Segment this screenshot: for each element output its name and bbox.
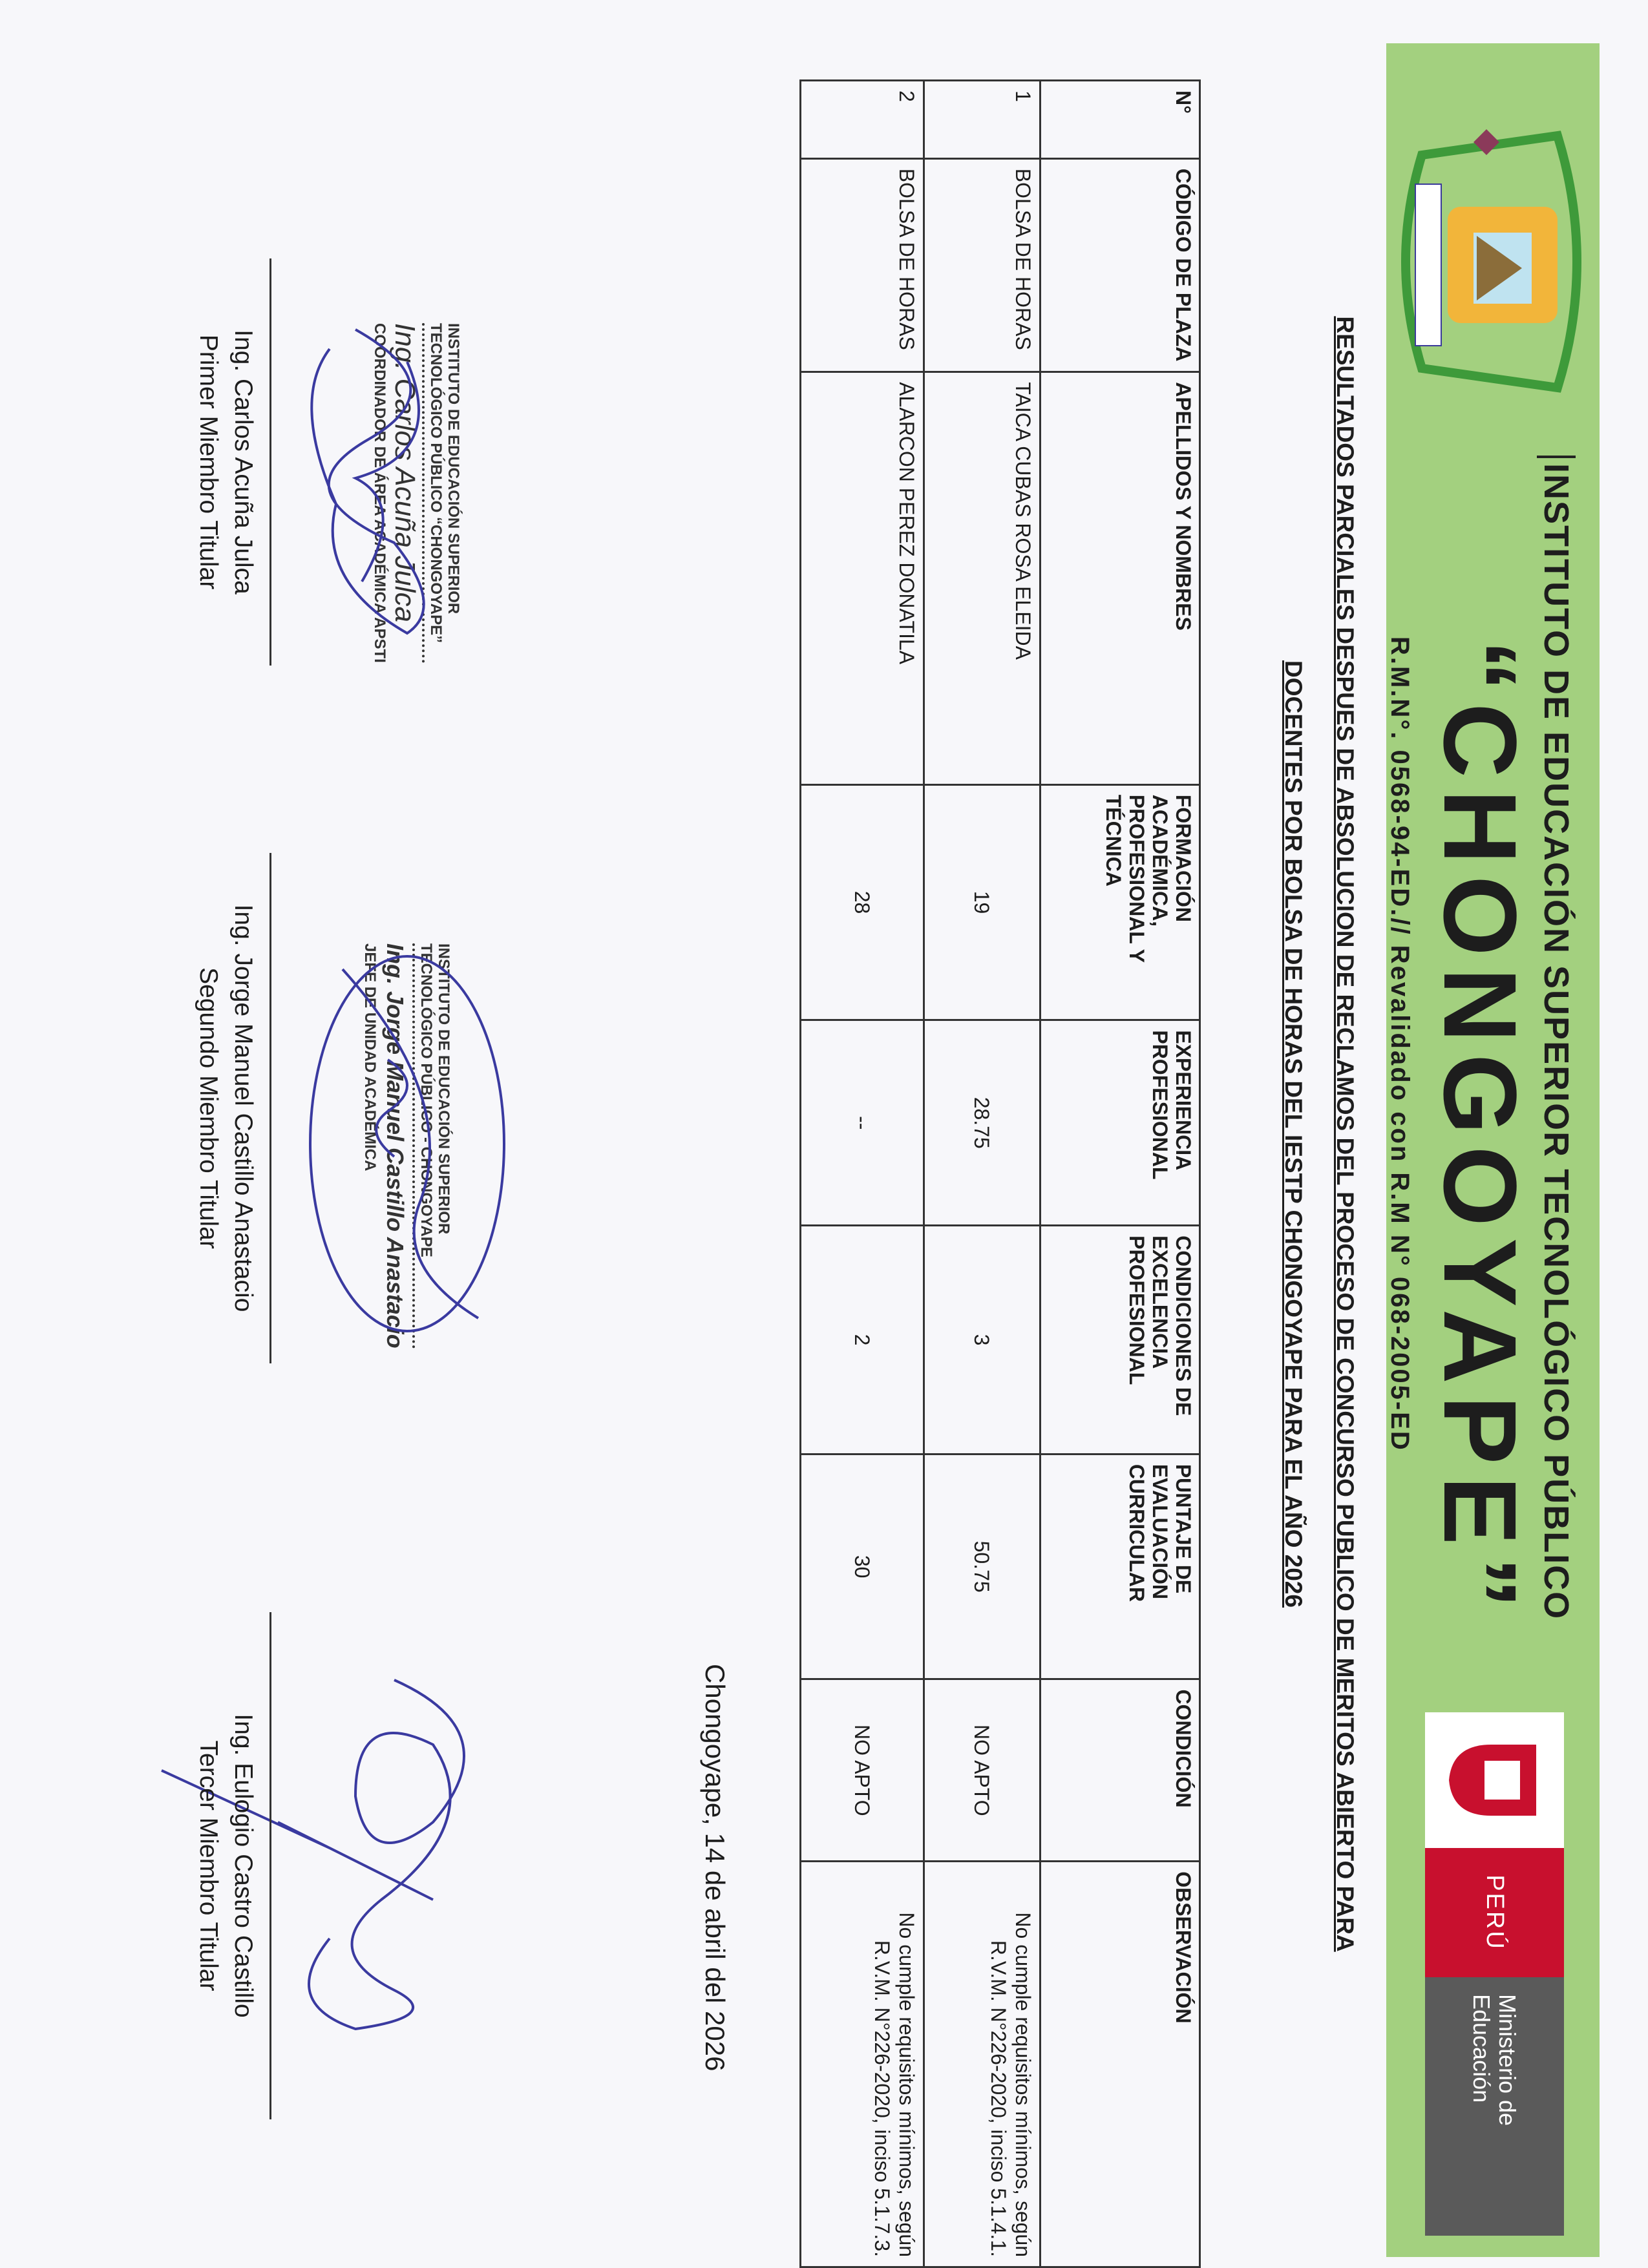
- ministry-name: Ministerio de Educación: [1425, 1977, 1564, 2236]
- document-date: Chongoyape, 14 de abril del 2026: [700, 1664, 730, 2072]
- signature-block-third-member: [191, 1612, 271, 2119]
- cell-professional-experience: 28.75: [924, 1020, 1041, 1226]
- stamp-line: TECNOLÓGICO PÚBLICO “CHONGOYAPE”: [427, 323, 445, 644]
- stamp-line: TECNOLÓGICO PÚBLICO - CHONGOYAPE: [417, 943, 435, 1257]
- document-title-line-1: RESULTADOS PARCIALES DESPUES DE ABSOLUCION DE RECLAMOS DEL PROCESO DE CONCURSO PUBLICO DE MERITOS ABIERTO PARA: [1332, 316, 1358, 1952]
- resolution-number: R.M.N°. 0568-94-ED.// Revalidado con R.M N° 068-2005-ED: [1386, 636, 1414, 1452]
- header-full-name: APELLIDOS Y NOMBRES: [1041, 372, 1200, 785]
- institute-brand-name: “CHONGOYAPE”: [1422, 640, 1538, 1621]
- stamp-line: INSTITUTO DE EDUCACIÓN SUPERIOR: [435, 943, 452, 1235]
- cell-academic-training: 19: [924, 784, 1041, 1020]
- stamp-name: Ing. Carlos Acuña Julca: [388, 323, 425, 663]
- cell-number: 1: [924, 81, 1041, 159]
- header-observation: OBSERVACIÓN: [1041, 1862, 1200, 2267]
- table-header-row: [1041, 81, 1200, 2267]
- signatory-role: Segundo Miembro Titular: [195, 967, 222, 1249]
- stamp-name: Ing. Jorge Manuel Castillo Anastacio: [379, 943, 415, 1349]
- header-professional-experience: EXPERIENCIA PROFESIONAL: [1041, 1020, 1200, 1226]
- signature-second-member: [265, 930, 536, 1350]
- signature-block-second-member: [191, 853, 271, 1363]
- cell-observation: No cumple requisitos mínimos, según R.V.M. N°226-2020, inciso 5.1.7.3.: [801, 1862, 924, 2267]
- signature-block-first-member: [191, 258, 271, 666]
- cell-curricular-score: 50.75: [924, 1454, 1041, 1679]
- header-excellence-conditions: CONDICIONES DE EXCELENCIA PROFESIONAL: [1041, 1226, 1200, 1454]
- institute-logo: [1396, 123, 1583, 401]
- table-row: [801, 81, 924, 2267]
- header-curricular-score: PUNTAJE DE EVALUACIÓN CURRICULAR: [1041, 1454, 1200, 1679]
- signatory-name: Ing. Carlos Acuña Julca: [229, 330, 257, 594]
- cell-professional-experience: --: [801, 1020, 924, 1226]
- peru-shield-icon: [1425, 1712, 1564, 1848]
- stamp-role: JEFE DE UNIDAD ACADÉMICA: [361, 943, 379, 1171]
- signatory-role: Primer Miembro Titular: [195, 334, 222, 590]
- cell-condition: NO APTO: [801, 1679, 924, 1862]
- signature-first-member: [278, 310, 485, 659]
- cell-full-name: TAICA CUBAS ROSA ELEIDA: [924, 372, 1041, 785]
- results-table: [799, 79, 1201, 2268]
- signature-third-member: [110, 1628, 523, 2048]
- table-row: [924, 81, 1041, 2267]
- stamp-role: COORDINADOR DE ÁREA ACADÉMICA APSTI: [371, 323, 388, 663]
- ministry-logo: [1425, 1712, 1564, 2236]
- cell-condition: NO APTO: [924, 1679, 1041, 1862]
- cell-excellence-conditions: 3: [924, 1226, 1041, 1454]
- cell-observation: No cumple requisitos mínimos, según R.V.M. N°226-2020, inciso 5.1.4.1.: [924, 1862, 1041, 2267]
- header-number: N°: [1041, 81, 1200, 159]
- header-condition: CONDICIÓN: [1041, 1679, 1200, 1862]
- cell-excellence-conditions: 2: [801, 1226, 924, 1454]
- header-plaza-code: CÓDIGO DE PLAZA: [1041, 158, 1200, 372]
- cell-plaza-code: BOLSA DE HORAS: [924, 158, 1041, 372]
- institution-name: INSTITUTO DE EDUCACIÓN SUPERIOR TECNOLÓGICO PÚBLICO: [1537, 456, 1576, 1620]
- signatory-name: Ing. Eulogio Castro Castillo: [229, 1714, 257, 2018]
- header-academic-training: FORMACIÓN ACADÉMICA, PROFESIONAL Y TÉCNICA: [1041, 784, 1200, 1020]
- cell-full-name: ALARCON PEREZ DONATILA: [801, 372, 924, 785]
- cell-plaza-code: BOLSA DE HORAS: [801, 158, 924, 372]
- signatory-name: Ing. Jorge Manuel Castillo Anastacio: [229, 904, 257, 1312]
- cell-academic-training: 28: [801, 784, 924, 1020]
- document-title-line-2: DOCENTES POR BOLSA DE HORAS DEL IESTP CHONGOYAPE PARA EL AÑO 2026: [1280, 660, 1307, 1608]
- signatory-role: Tercer Miembro Titular: [195, 1740, 222, 1991]
- stamp-line: INSTITUTO DE EDUCACIÓN SUPERIOR: [445, 323, 462, 614]
- cell-curricular-score: 30: [801, 1454, 924, 1679]
- cell-number: 2: [801, 81, 924, 159]
- ministry-country: PERÚ: [1425, 1848, 1564, 1977]
